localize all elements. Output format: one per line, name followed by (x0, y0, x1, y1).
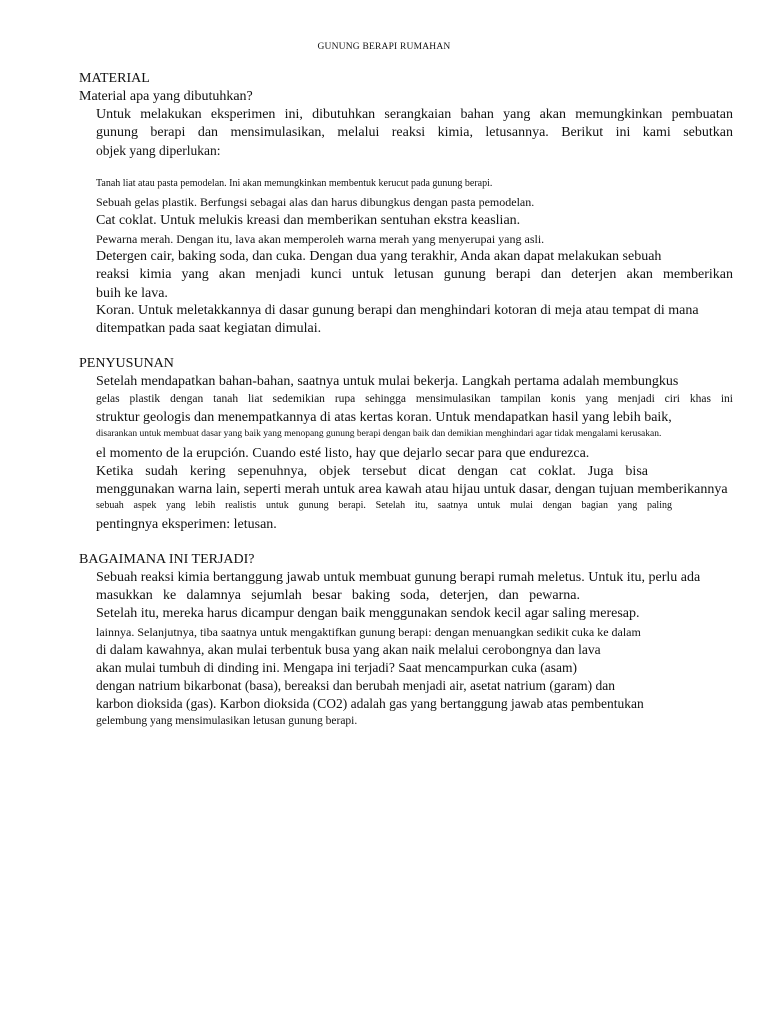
penyusunan-line-3: struktur geologis dan menempatkannya di atas kertas koran. Untuk mendapatkan hasil yang lebih baik, (96, 410, 672, 425)
section-heading-material: MATERIAL (79, 71, 150, 86)
penyusunan-line-9: pentingnya eksperimen: letusan. (96, 517, 277, 532)
penyusunan-line-6: Ketika sudah kering sepenuhnya, objek tersebut dicat dengan cat coklat. Juga bisa (96, 464, 648, 479)
penyusunan-line-4: disarankan untuk membuat dasar yang baik yang menopang gunung berapi dengan baik dan demikian menghindari agar tidak mengalami kerusakan. (96, 429, 662, 439)
material-item-clay: Tanah liat atau pasta pemodelan. Ini akan memungkinkan membentuk kerucut pada gunung berapi. (96, 178, 493, 189)
material-item-newspaper-2: ditempatkan pada saat kegiatan dimulai. (96, 321, 322, 336)
bagaimana-line-4: lainnya. Selanjutnya, tiba saatnya untuk mengaktifkan gunung berapi: dengan menuangkan sedikit cuka ke dalam (96, 625, 641, 639)
penyusunan-line-2: gelas plastik dengan tanah liat sedemikian rupa sehingga mensimulasikan tampilan konis yang menjadi ciri khas ini (96, 393, 733, 405)
material-item-newspaper: Koran. Untuk meletakkannya di dasar gunung berapi dan menghindari kotoran di meja atau tempat di mana (96, 303, 699, 318)
penyusunan-line-5: el momento de la erupción. Cuando esté listo, hay que dejarlo secar para que endurezca. (96, 446, 590, 461)
material-item-cup: Sebuah gelas plastik. Berfungsi sebagai alas dan harus dibungkus dengan pasta pemodelan. (96, 195, 535, 209)
bagaimana-line-7: dengan natrium bikarbonat (basa), bereaksi dan berubah menjadi air, asetat natrium (garam) dan (96, 678, 615, 693)
material-line-3: objek yang diperlukan: (96, 143, 221, 158)
document-title: GUNUNG BERAPI RUMAHAN (317, 42, 451, 52)
bagaimana-line-6: akan mulai tumbuh di dinding ini. Mengapa ini terjadi? Saat mencampurkan cuka (asam) (96, 660, 577, 675)
material-question: Material apa yang dibutuhkan? (79, 89, 253, 104)
material-item-paint: Cat coklat. Untuk melukis kreasi dan memberikan sentuhan ekstra keaslian. (96, 213, 521, 228)
bagaimana-line-3: Setelah itu, mereka harus dicampur dengan baik menggunakan sendok kecil agar saling meresap. (96, 606, 640, 621)
penyusunan-line-1: Setelah mendapatkan bahan-bahan, saatnya untuk mulai bekerja. Langkah pertama adalah membungkus (96, 374, 679, 389)
bagaimana-line-9: gelembung yang mensimulasikan letusan gunung berapi. (96, 715, 358, 727)
section-heading-bagaimana: BAGAIMANA INI TERJADI? (79, 552, 255, 567)
bagaimana-line-8: karbon dioksida (gas). Karbon dioksida (CO2) adalah gas yang bertanggung jawab atas pembentukan (96, 696, 644, 711)
material-item-dye: Pewarna merah. Dengan itu, lava akan memperoleh warna merah yang menyerupai yang asli. (96, 232, 545, 246)
penyusunan-line-8: sebuah aspek yang lebih realistis untuk gunung berapi. Setelah itu, saatnya untuk mulai dengan bagian yang paling (96, 500, 672, 511)
penyusunan-line-7: menggunakan warna lain, seperti merah untuk area kawah atau hijau untuk dasar, dengan tujuan memberikannya (96, 482, 728, 497)
bagaimana-line-5: di dalam kawahnya, akan mulai terbentuk busa yang akan naik melalui cerobongnya dan lava (96, 642, 601, 657)
material-item-detergent: Detergen cair, baking soda, dan cuka. Dengan dua yang terakhir, Anda akan dapat melakukan sebuah (96, 249, 662, 264)
material-item-detergent-3: buih ke lava. (96, 286, 168, 301)
material-line-2: gunung berapi dan mensimulasikan, melalui reaksi kimia, letusannya. Berikut ini kami sebutkan (96, 125, 733, 140)
bagaimana-line-2: masukkan ke dalamnya sejumlah besar baking soda, deterjen, dan pewarna. (96, 588, 580, 603)
section-heading-penyusunan: PENYUSUNAN (79, 356, 174, 371)
bagaimana-line-1: Sebuah reaksi kimia bertanggung jawab untuk membuat gunung berapi rumah meletus. Untuk itu, perlu ada (96, 570, 701, 585)
material-item-detergent-2: reaksi kimia yang akan menjadi kunci untuk letusan gunung berapi dan deterjen akan memberikan (96, 267, 733, 282)
material-line-1: Untuk melakukan eksperimen ini, dibutuhkan serangkaian bahan yang akan memungkinkan pembuatan (96, 107, 733, 122)
